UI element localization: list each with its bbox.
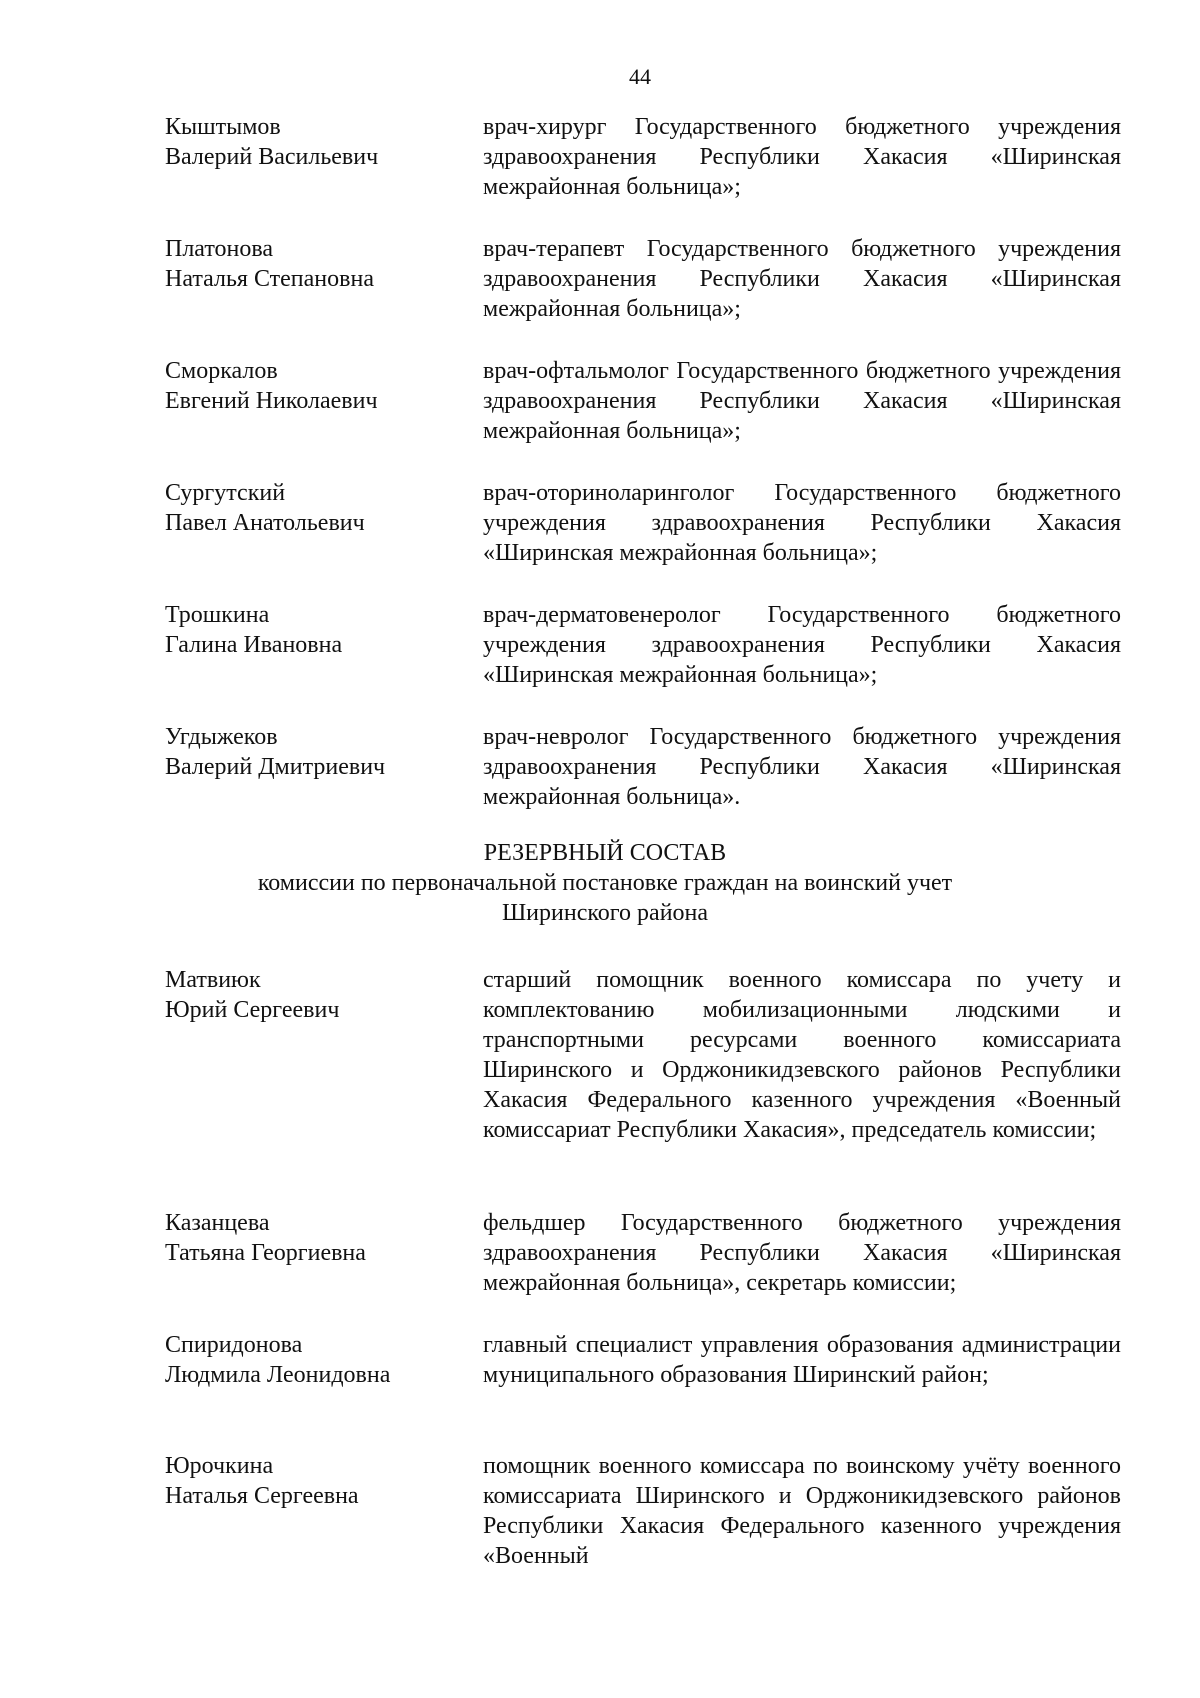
member-given-name: Юрий Сергеевич bbox=[165, 997, 340, 1023]
member-name bbox=[165, 600, 455, 660]
member-name bbox=[165, 234, 455, 294]
member-name bbox=[165, 112, 455, 172]
member-given-name: Татьяна Георгиевна bbox=[165, 1240, 366, 1266]
member-surname: Спиридонова bbox=[165, 1332, 303, 1358]
reserve-heading bbox=[0, 838, 1200, 928]
member-given-name: Наталья Сергеевна bbox=[165, 1483, 359, 1509]
member-description: врач-офтальмолог Государственного бюджетного учреждения здравоохранения Республики Хакасия «Ширинская межрайонная больница»; bbox=[483, 358, 1121, 444]
member-description: помощник военного комиссара по воинскому учёту военного комиссариата Ширинского и Орджоникидзевского районов Республики Хакасия Федерального казенного учреждения «Военный bbox=[483, 1453, 1121, 1569]
member-given-name: Валерий Дмитриевич bbox=[165, 754, 386, 780]
member-name bbox=[165, 1330, 455, 1390]
member-description: главный специалист управления образования администрации муниципального образования Ширинский район; bbox=[483, 1332, 1121, 1388]
member-name bbox=[165, 478, 455, 538]
member-surname: Казанцева bbox=[165, 1210, 270, 1236]
member-description: врач-невролог Государственного бюджетного учреждения здравоохранения Республики Хакасия «Ширинская межрайонная больница». bbox=[483, 724, 1121, 810]
member-surname: Юрочкина bbox=[165, 1453, 274, 1479]
member-surname: Трошкина bbox=[165, 602, 270, 628]
member-description: врач-дерматовенеролог Государственного бюджетного учреждения здравоохранения Республики Хакасия «Ширинская межрайонная больница»; bbox=[483, 602, 1121, 688]
member-surname: Сургутский bbox=[165, 480, 286, 506]
member-surname: Угдыжеков bbox=[165, 724, 278, 750]
member-given-name: Валерий Васильевич bbox=[165, 144, 379, 170]
member-name bbox=[165, 722, 455, 782]
member-given-name: Людмила Леонидовна bbox=[165, 1362, 391, 1388]
member-description: врач-оториноларинголог Государственного бюджетного учреждения здравоохранения Республики Хакасия «Ширинская межрайонная больница»; bbox=[483, 480, 1121, 566]
member-description: фельдшер Государственного бюджетного учреждения здравоохранения Республики Хакасия «Ширинская межрайонная больница», секретарь комиссии; bbox=[483, 1210, 1121, 1296]
reserve-heading-district: Ширинского района bbox=[501, 900, 709, 926]
reserve-heading-title: РЕЗЕРВНЫЙ СОСТАВ bbox=[483, 840, 727, 866]
member-description: врач-терапевт Государственного бюджетного учреждения здравоохранения Республики Хакасия «Ширинская межрайонная больница»; bbox=[483, 236, 1121, 322]
member-name bbox=[165, 1451, 455, 1511]
member-given-name: Евгений Николаевич bbox=[165, 388, 378, 414]
member-surname: Кыштымов bbox=[165, 114, 281, 140]
member-description: врач-хирург Государственного бюджетного учреждения здравоохранения Республики Хакасия «Ширинская межрайонная больница»; bbox=[483, 114, 1121, 200]
member-name bbox=[165, 356, 455, 416]
member-given-name: Павел Анатольевич bbox=[165, 510, 365, 536]
member-surname: Платонова bbox=[165, 236, 274, 262]
member-description: старший помощник военного комиссара по учету и комплектованию мобилизационными людскими и транспортными ресурсами военного комиссариата Ширинского и Орджоникидзевского районов Республики Хакасия Федерального казенного учреждения «Военный комиссариат Республики Хакасия», председатель комиссии; bbox=[483, 967, 1121, 1143]
member-name bbox=[165, 1208, 455, 1268]
reserve-heading-subtitle: комиссии по первоначальной постановке граждан на воинский учет bbox=[257, 870, 953, 896]
member-surname: Сморкалов bbox=[165, 358, 278, 384]
member-given-name: Галина Ивановна bbox=[165, 632, 343, 658]
member-given-name: Наталья Степановна bbox=[165, 266, 374, 292]
member-surname: Матвиюк bbox=[165, 967, 261, 993]
member-name bbox=[165, 965, 455, 1025]
page-number: 44 bbox=[629, 64, 651, 89]
